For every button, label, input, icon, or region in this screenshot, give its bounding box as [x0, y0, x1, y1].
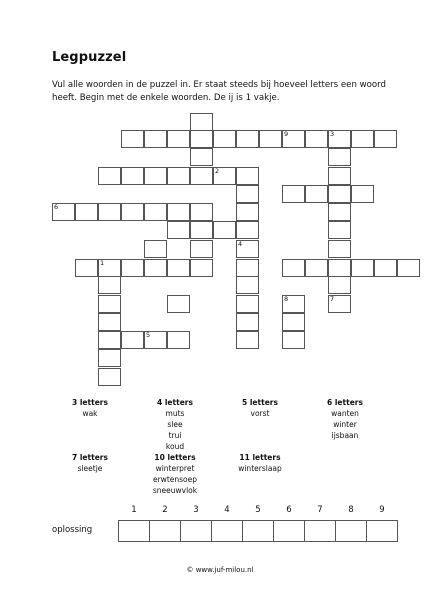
word-item: winterslaap [238, 464, 282, 473]
grid-cell [167, 130, 190, 148]
word-item: wak [82, 409, 98, 418]
grid-cell [75, 203, 98, 221]
grid-cell [328, 221, 351, 239]
grid-cell [98, 295, 121, 313]
grid-cell [328, 203, 351, 221]
solution-cell[interactable] [335, 520, 367, 542]
solution-cell[interactable] [211, 520, 243, 542]
grid-cell [167, 167, 190, 185]
word-item: trui [168, 431, 182, 440]
grid-cell [190, 130, 213, 148]
word-item: winterpret [155, 464, 195, 473]
grid-cell [167, 331, 190, 349]
grid-cell [144, 240, 167, 258]
word-item: wanten [331, 409, 359, 418]
grid-cell [236, 313, 259, 331]
clue-number: 2 [215, 167, 220, 175]
solution-cell[interactable] [273, 520, 305, 542]
word-group-heading: 5 letters [242, 398, 278, 407]
grid-cell [213, 130, 236, 148]
grid-cell [121, 167, 144, 185]
word-group-heading: 10 letters [154, 453, 196, 462]
grid-cell [167, 203, 190, 221]
footer-copyright: © www.juf-milou.nl [186, 566, 254, 574]
clue-number: 4 [238, 240, 243, 248]
grid-cell [328, 185, 351, 203]
grid-cell [236, 259, 259, 277]
word-group-heading: 3 letters [72, 398, 108, 407]
solution-cell[interactable] [242, 520, 274, 542]
word-item: koud [165, 442, 185, 451]
grid-cell [397, 259, 420, 277]
grid-cell [282, 331, 305, 349]
word-item: sleetje [77, 464, 103, 473]
grid-cell [167, 221, 190, 239]
grid-cell [190, 167, 213, 185]
grid-cell [144, 203, 167, 221]
grid-cell [98, 167, 121, 185]
solution-number: 2 [162, 505, 168, 515]
grid-cell [259, 130, 282, 148]
grid-cell [236, 130, 259, 148]
word-item: ijsbaan [331, 431, 359, 440]
clue-number: 6 [54, 203, 59, 211]
word-group-heading: 11 letters [239, 453, 281, 462]
solution-cell[interactable] [366, 520, 398, 542]
grid-cell [213, 221, 236, 239]
clue-number: 3 [330, 130, 335, 138]
clue-number: 7 [330, 295, 335, 303]
grid-cell [121, 331, 144, 349]
grid-cell [236, 276, 259, 294]
grid-cell [305, 130, 328, 148]
grid-cell [190, 113, 213, 131]
grid-cell [98, 203, 121, 221]
clue-number: 8 [284, 295, 289, 303]
grid-cell [121, 130, 144, 148]
grid-cell [351, 130, 374, 148]
clue-number: 5 [146, 331, 151, 339]
grid-cell [167, 295, 190, 313]
solution-cell[interactable] [304, 520, 336, 542]
grid-cell [98, 276, 121, 294]
word-item: winter [333, 420, 357, 429]
grid-cell [328, 276, 351, 294]
grid-cell [328, 148, 351, 166]
grid-cell [351, 185, 374, 203]
solution-number: 5 [255, 505, 261, 515]
solution-number: 9 [379, 505, 385, 515]
word-group [210, 452, 310, 474]
grid-cell [282, 259, 305, 277]
solution-number: 7 [317, 505, 323, 515]
grid-cell [190, 240, 213, 258]
grid-cell [190, 259, 213, 277]
grid-cell [98, 368, 121, 386]
solution-label: oplossing [52, 525, 93, 535]
grid-cell [328, 167, 351, 185]
grid-cell [374, 259, 397, 277]
grid-cell [351, 259, 374, 277]
word-group [295, 397, 395, 441]
grid-cell [236, 203, 259, 221]
solution-number: 1 [131, 505, 137, 515]
solution-cell[interactable] [118, 520, 150, 542]
solution-number: 8 [348, 505, 354, 515]
word-group-heading: 6 letters [327, 398, 363, 407]
page-title: Legpuzzel [52, 50, 127, 65]
solution-cell[interactable] [180, 520, 212, 542]
grid-cell [121, 203, 144, 221]
grid-cell [236, 167, 259, 185]
grid-cell [328, 259, 351, 277]
word-item: muts [165, 409, 185, 418]
grid-cell [282, 185, 305, 203]
grid-cell [236, 221, 259, 239]
grid-cell [282, 313, 305, 331]
grid-cell [236, 295, 259, 313]
word-group-heading: 7 letters [72, 453, 108, 462]
grid-cell [98, 313, 121, 331]
solution-number: 6 [286, 505, 292, 515]
grid-cell [167, 259, 190, 277]
clue-number: 9 [284, 130, 289, 138]
grid-cell [190, 221, 213, 239]
grid-cell [144, 259, 167, 277]
solution-cell[interactable] [149, 520, 181, 542]
grid-cell [121, 259, 144, 277]
grid-cell [190, 148, 213, 166]
grid-cell [75, 259, 98, 277]
grid-cell [190, 203, 213, 221]
word-item: vorst [250, 409, 270, 418]
word-item: slee [167, 420, 183, 429]
grid-cell [374, 130, 397, 148]
grid-cell [236, 185, 259, 203]
grid-cell [144, 130, 167, 148]
word-group-heading: 4 letters [157, 398, 193, 407]
grid-cell [328, 240, 351, 258]
grid-cell [98, 331, 121, 349]
grid-cell [144, 167, 167, 185]
instructions: Vul alle woorden in de puzzel in. Er staat steeds bij hoeveel letters een woord heeft. Begin met de enkele woorden. De ij is 1 vakje. [52, 80, 387, 103]
grid-cell [98, 349, 121, 367]
solution-number: 4 [224, 505, 230, 515]
solution-number: 3 [193, 505, 199, 515]
grid-cell [305, 185, 328, 203]
grid-cell [236, 331, 259, 349]
word-item: erwtensoep [152, 475, 197, 484]
clue-number: 1 [100, 259, 105, 267]
word-item: sneeuwvlok [152, 486, 198, 495]
grid-cell [305, 259, 328, 277]
